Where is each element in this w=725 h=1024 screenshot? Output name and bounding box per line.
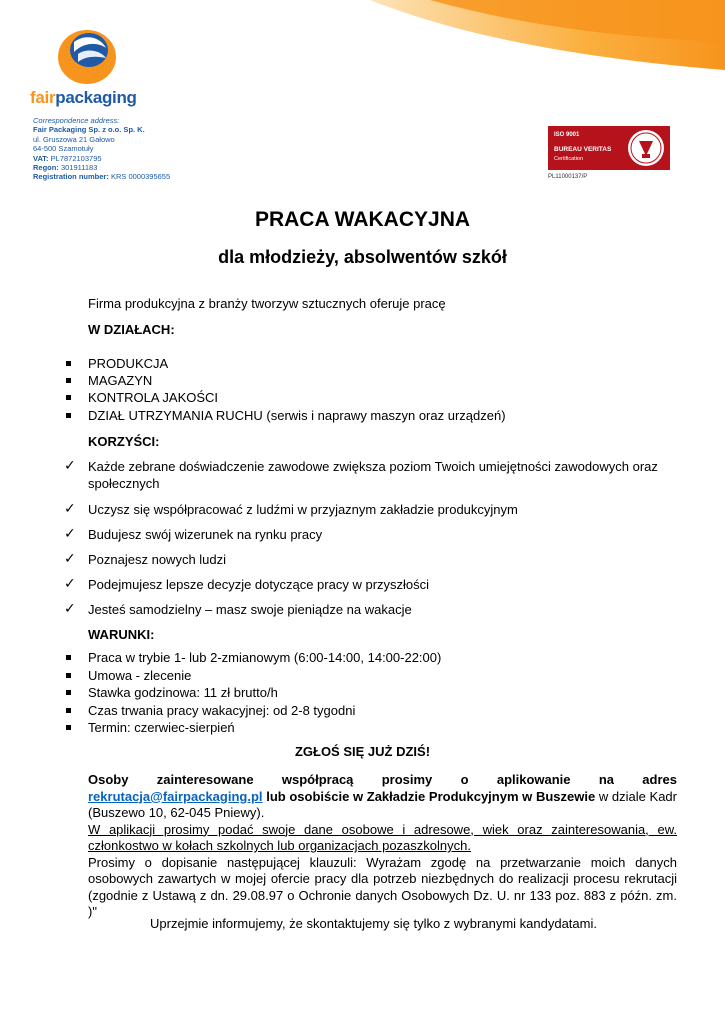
conditions-heading: WARUNKI: [88,627,155,642]
address-city: 64-500 Szamotuły [33,144,94,154]
regon-value: 301911183 [60,163,98,173]
vat-value: PL7872103795 [50,153,102,163]
brand-packaging: packaging [55,88,137,107]
address-company: Fair Packaging Sp. z o.o. Sp. K. [33,125,145,135]
bullet-icon [66,413,71,418]
bureau-veritas-label: BUREAU VERITAS [554,146,612,153]
call-to-action: ZGŁOŚ SIĘ JUŻ DZIŚ! [294,744,431,759]
company-logo [30,28,160,108]
departments-heading: W DZIAŁACH: [88,322,175,337]
benefit-item: Uczysz się współpracować z ludźmi w przyjaznym zakładzie produkcyjnym [88,502,518,517]
vat-label: VAT: [33,153,49,163]
bullet-icon [66,395,71,400]
checkmark-icon: ✓ [64,600,76,616]
benefit-item: Podejmujesz lepsze decyzje dotyczące pracy w przyszłości [88,577,430,592]
condition-item: Stawka godzinowa: 11 zł brutto/h [88,685,278,700]
application-instructions [88,772,677,921]
brand-name [30,88,160,108]
checkmark-icon: ✓ [64,525,76,541]
benefit-item-continued: społecznych [88,476,160,491]
benefit-item: Jesteś samodzielny – masz swoje pieniądze na wakacje [88,602,412,617]
checkmark-icon: ✓ [64,575,76,591]
apply-intro: Osoby zainteresowane współpracą prosimy o aplikowanie na adres [88,772,677,787]
page-title: PRACA WAKACYJNA [254,208,471,231]
certificate-badge [548,126,670,170]
condition-item: Praca w trybie 1- lub 2-zmianowym (6:00-14:00, 14:00-22:00) [88,650,442,665]
bureau-veritas-seal-icon [626,128,666,168]
bullet-icon [66,725,71,730]
registration-value: KRS 0000395655 [110,172,171,182]
regon-label: Regon: [33,163,59,173]
closing-note: Uprzejmie informujemy, że skontaktujemy się tylko z wybranymi kandydatami. [150,916,597,931]
address-street: ul. Gruszowa 21 Gałowo [33,134,115,144]
condition-item: Umowa - zlecenie [88,668,192,683]
benefit-item: Każde zebrane doświadczenie zawodowe zwiększa poziom Twoich umiejętności zawodowych oraz [88,459,658,474]
bullet-icon [66,378,71,383]
bullet-icon [66,361,71,366]
brand-fair: fair [30,88,56,107]
application-requirements: W aplikacji prosimy podać swoje dane osobowe i adresowe, wiek oraz zainteresowania, ew. członkostwo w kołach szkolnych lub organizacjach pozaszkolnych. [88,821,677,853]
condition-item: Termin: czerwiec-sierpień [88,720,235,735]
department-item: DZIAŁ UTRZYMANIA RUCHU (serwis i naprawy maszyn oraz urządzeń) [88,408,506,423]
apply-location: w dziale Kadr (Buszewo 10, 62-045 Pniewy). [88,788,677,820]
correspondence-address [33,116,170,182]
bullet-icon [66,708,71,713]
checkmark-icon: ✓ [64,457,76,473]
department-item: KONTROLA JAKOŚCI [88,390,219,405]
checkmark-icon: ✓ [64,550,76,566]
consent-clause: Prosimy o dopisanie następującej klauzuli: Wyrażam zgodę na przetwarzanie moich danych osobowych zawartych w mojej ofercie pracy dla potrzeb niezbędnych do realizacji procesu rekrutacji (zgodnie z Ustawą z dn. 29.08.97 o Ochronie danych Osobowych Dz. U. nr 133 poz. 883 z późn. zm. )" [88,854,677,919]
benefits-heading: KORZYŚCI: [88,434,160,449]
bullet-icon [66,673,71,678]
registration-label: Registration number: [33,172,109,182]
department-item: PRODUKCJA [88,356,169,371]
email-link[interactable]: rekrutacja@fairpackaging.pl [88,788,263,804]
address-label: Correspondence address: [33,116,120,125]
apply-in-person: lub osobiście w Zakładzie Produkcyjnym w Buszewie [266,788,596,804]
logo-circle-icon [56,28,118,86]
intro-text: Firma produkcyjna z branży tworzyw sztucznych oferuje pracę [88,296,446,311]
bullet-icon [66,655,71,660]
benefit-item: Budujesz swój wizerunek na rynku pracy [88,527,323,542]
bureau-veritas-certificate [548,126,670,180]
department-item: MAGAZYN [88,373,153,388]
checkmark-icon: ✓ [64,500,76,516]
bullet-icon [66,690,71,695]
iso-label: ISO 9001 [554,132,580,138]
certification-label: Certification [554,156,584,162]
benefit-item: Poznajesz nowych ludzi [88,552,227,567]
certificate-code: PL11000137/P [548,174,588,180]
page-subtitle: dla młodzieży, absolwentów szkół [218,247,507,267]
condition-item: Czas trwania pracy wakacyjnej: od 2-8 tygodni [88,703,356,718]
